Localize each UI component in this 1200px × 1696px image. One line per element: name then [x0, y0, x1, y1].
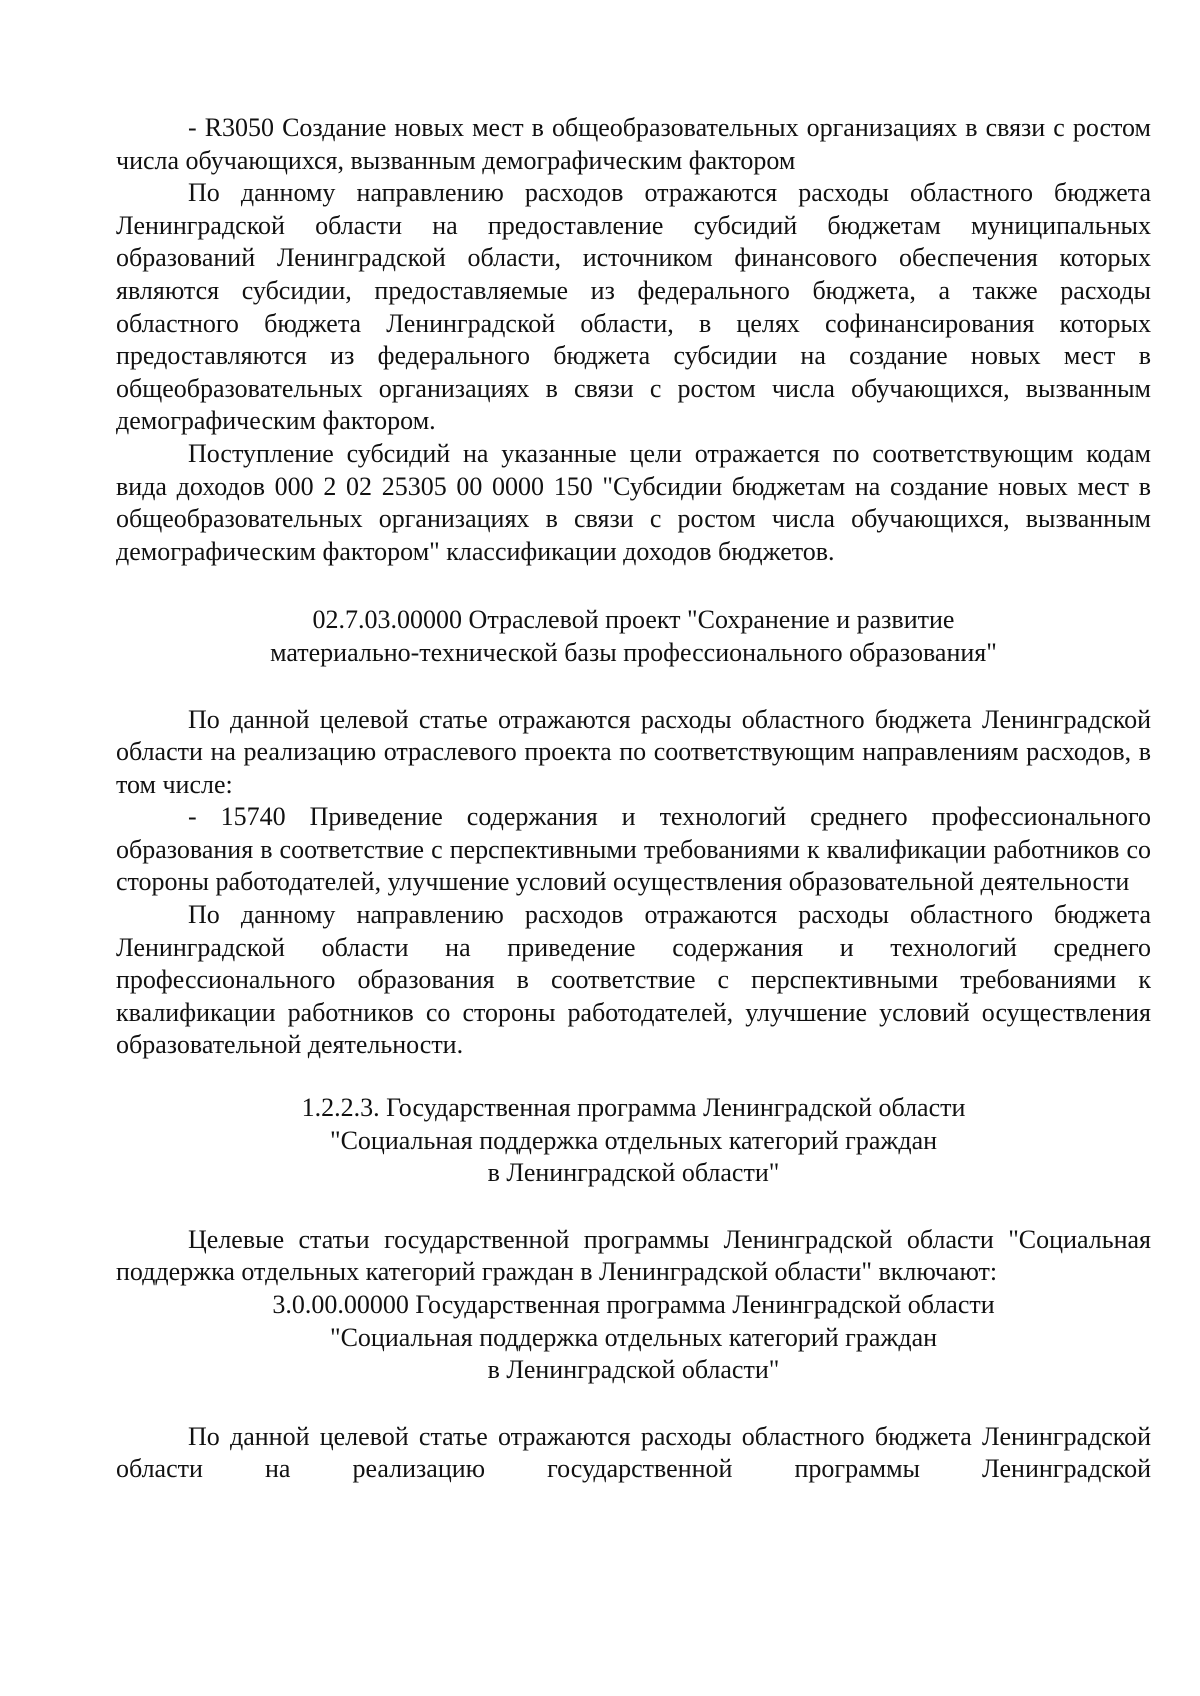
- heading-02-7-03: [116, 604, 1151, 669]
- heading-line: "Социальная поддержка отдельных категорий граждан: [329, 1322, 938, 1352]
- spacer: [116, 1190, 1151, 1224]
- paragraph-r3050-income: Поступление субсидий на указанные цели отражается по соответствующим кодам вида доходов 000 2 02 25305 00 0000 150 "Субсидии бюджетам на создание новых мест в общеобразовательных организациях в связи с ростом числа обучающихся, вызванным демографическим фактором" классификации доходов бюджетов.: [116, 438, 1151, 566]
- heading-line: 1.2.2.3. Государственная программа Ленинградской области: [301, 1093, 966, 1123]
- heading-line: в Ленинградской области": [487, 1158, 780, 1188]
- paragraph-15740-description: По данному направлению расходов отражаются расходы областного бюджета Ленинградской области на приведение содержания и технологий среднего профессионального образования в соответствие с перспективными требованиями к квалификации работников со стороны работодателей, улучшение условий осуществления образовательной деятельности.: [116, 900, 1151, 1060]
- paragraph-r3050-title: - R3050 Создание новых мест в общеобразовательных организациях в связи с ростом числа обучающихся, вызванным демографическим фактором: [116, 113, 1151, 175]
- paragraph-targets: Целевые статьи государственной программы Ленинградской области "Социальная поддержка отдельных категорий граждан в Ленинградской области" включают:: [116, 1224, 1151, 1287]
- heading-line: 02.7.03.00000 Отраслевой проект "Сохранение и развитие: [312, 605, 955, 635]
- paragraph-15740-title: - 15740 Приведение содержания и технологий среднего профессионального образования в соответствие с перспективными требованиями к квалификации работников со стороны работодателей, улучшение условий осуществления образовательной деятельности: [116, 802, 1151, 897]
- heading-line: материально-технической базы профессионального образования": [270, 637, 997, 667]
- paragraph-02-7-03-intro: По данной целевой статье отражаются расходы областного бюджета Ленинградской области на реализацию отраслевого проекта по соответствующим направлениям расходов, в том числе:: [116, 704, 1151, 799]
- heading-line: 3.0.00.00000 Государственная программа Ленинградской области: [272, 1290, 995, 1319]
- spacer: [116, 1387, 1151, 1421]
- document-page: [116, 112, 1151, 1486]
- heading-1-2-2-3: [116, 1092, 1151, 1190]
- paragraph-r3050-description: По данному направлению расходов отражаются расходы областного бюджета Ленинградской области на предоставление субсидий бюджетам муниципальных образований Ленинградской области, источником финансового обеспечения которых являются субсидии, предоставляемые из федерального бюджета, а также расходы областного бюджета Ленинградской области, в целях софинансирования которых предоставляются из федерального бюджета субсидии на создание новых мест в общеобразовательных организациях в связи с ростом числа обучающихся, вызванным демографическим фактором.: [116, 178, 1151, 436]
- heading-line: в Ленинградской области": [487, 1355, 780, 1385]
- spacer: [116, 1062, 1151, 1092]
- spacer: [116, 568, 1151, 604]
- heading-line: "Социальная поддержка отдельных категорий граждан: [329, 1125, 938, 1155]
- heading-3-0-00: [116, 1289, 1151, 1387]
- paragraph-3-0-00-intro: По данной целевой статье отражаются расходы областного бюджета Ленинградской области на реализацию государственной программы Ленинградской: [116, 1421, 1151, 1484]
- spacer: [116, 670, 1151, 704]
